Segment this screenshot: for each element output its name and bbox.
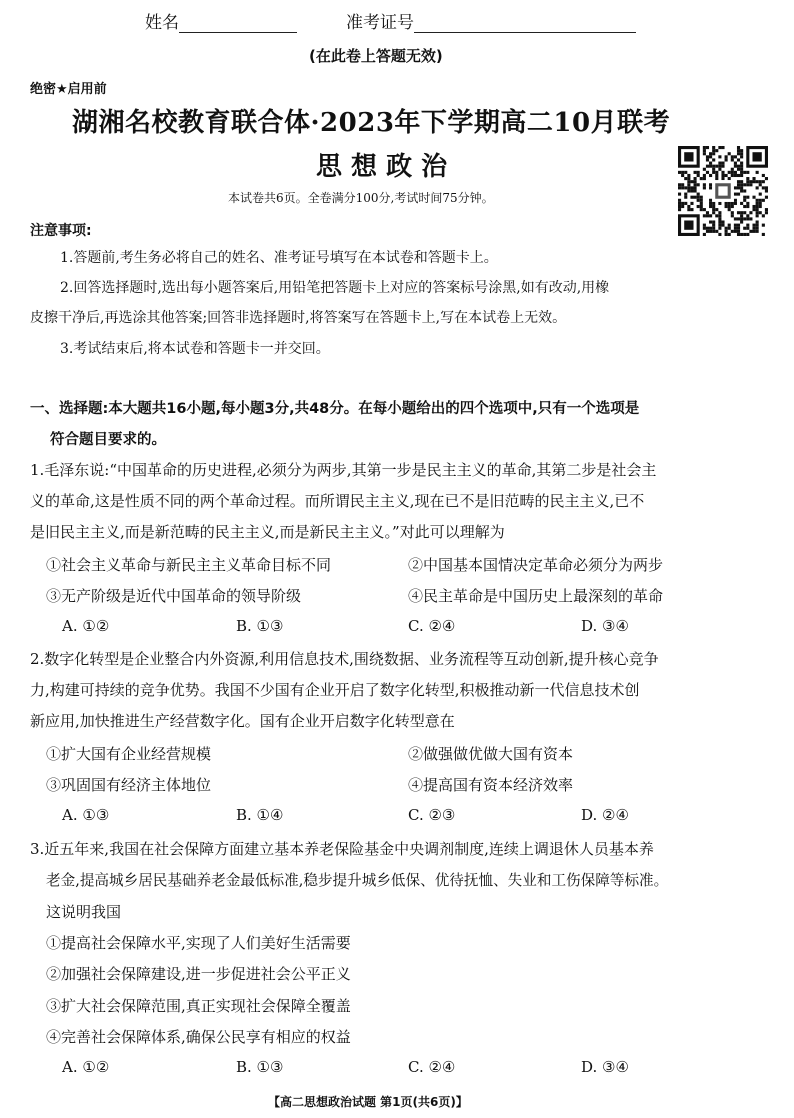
section-heading-line-2: 符合题目要求的。	[50, 432, 166, 448]
exam-title: 湖湘名校教育联合体·2023年下学期高二10月联考	[72, 108, 671, 138]
q1-option-c: C. ②④	[408, 617, 456, 635]
q3-statement-1: ①提高社会保障水平,实现了人们美好生活需要	[46, 934, 351, 952]
q2-stem-line-3: 新应用,加快推进生产经营数字化。国有企业开启数字化转型意在	[30, 712, 455, 730]
q2-option-d: D. ②④	[581, 806, 629, 824]
exam-id-blank	[414, 14, 636, 33]
invalid-notice: (在此卷上答题无效)	[309, 47, 443, 65]
q2-statement-2: ②做强做优做大国有资本	[408, 745, 574, 763]
name-field	[145, 8, 297, 33]
notes-heading: 注意事项:	[30, 223, 92, 239]
q3-option-c: C. ②④	[408, 1058, 456, 1076]
secret-mark: 绝密★启用前	[30, 82, 107, 97]
q3-option-d: D. ③④	[581, 1058, 629, 1076]
q3-stem-line-2: 老金,提高城乡居民基础养老金最低标准,稳步提升城乡低保、优待抚恤、失业和工伤保障等标准。	[46, 872, 669, 889]
q2-statement-3: ③巩固国有经济主体地位	[46, 776, 212, 794]
q2-statement-1: ①扩大国有企业经营规模	[46, 745, 212, 763]
exam-info: 本试卷共6页。全卷满分100分,考试时间75分钟。	[228, 191, 494, 205]
q1-statement-2: ②中国基本国情决定革命必须分为两步	[408, 556, 664, 574]
note-2-line-2: 皮擦干净后,再选涂其他答案;回答非选择题时,将答案写在答题卡上,写在本试卷上无效。	[30, 310, 567, 326]
q3-option-a: A. ①②	[62, 1058, 110, 1076]
q1-statement-4: ④民主革命是中国历史上最深刻的革命	[408, 587, 664, 605]
subject-title: 思 想 政 治	[316, 152, 448, 182]
q3-statement-2: ②加强社会保障建设,进一步促进社会公平正义	[46, 965, 351, 983]
exam-id-field	[346, 8, 636, 33]
q2-option-a: A. ①③	[62, 806, 110, 824]
q3-statement-4: ④完善社会保障体系,确保公民享有相应的权益	[46, 1028, 351, 1046]
note-2-line-1: 2.回答选择题时,选出每小题答案后,用铅笔把答题卡上对应的答案标号涂黑,如有改动,用橡	[60, 280, 610, 296]
q2-option-c: C. ②③	[408, 806, 456, 824]
q1-statement-1: ①社会主义革命与新民主主义革命目标不同	[46, 556, 332, 574]
q1-option-b: B. ①③	[236, 617, 284, 635]
note-3: 3.考试结束后,将本试卷和答题卡一并交回。	[60, 341, 330, 357]
q3-statement-3: ③扩大社会保障范围,真正实现社会保障全覆盖	[46, 997, 351, 1015]
q3-stem-line-3: 这说明我国	[46, 903, 122, 921]
q2-statement-4: ④提高国有资本经济效率	[408, 776, 574, 794]
section-heading-line-1: 一、选择题:本大题共16小题,每小题3分,共48分。在每小题给出的四个选项中,只有一个选项是	[30, 401, 640, 417]
q2-option-b: B. ①④	[236, 806, 284, 824]
q1-stem-line-1: 1.毛泽东说:“中国革命的历史进程,必须分为两步,其第一步是民主主义的革命,其第二步是社会主	[30, 461, 657, 479]
q3-option-b: B. ①③	[236, 1058, 284, 1076]
name-label: 姓名	[145, 13, 179, 33]
q1-option-a: A. ①②	[62, 617, 110, 635]
name-blank	[179, 14, 297, 33]
q3-stem-line-1: 3.近五年来,我国在社会保障方面建立基本养老保险基金中央调剂制度,连续上调退休人员基本养	[30, 840, 654, 858]
q1-statement-3: ③无产阶级是近代中国革命的领导阶级	[46, 587, 302, 605]
q2-stem-line-1: 2.数字化转型是企业整合内外资源,利用信息技术,围绕数据、业务流程等互动创新,提升核心竞争	[30, 650, 659, 668]
qr-code-icon	[678, 146, 768, 236]
q2-stem-line-2: 力,构建可持续的竞争优势。我国不少国有企业开启了数字化转型,积极推动新一代信息技术创	[30, 681, 640, 699]
q1-stem-line-2: 义的革命,这是性质不同的两个革命过程。而所谓民主主义,现在已不是旧范畴的民主主义,已不	[30, 492, 645, 510]
q1-option-d: D. ③④	[581, 617, 629, 635]
note-1: 1.答题前,考生务必将自己的姓名、准考证号填写在本试卷和答题卡上。	[60, 250, 498, 266]
exam-id-label: 准考证号	[346, 13, 414, 33]
q1-stem-line-3: 是旧民主主义,而是新范畴的民主主义,而是新民主主义。”对此可以理解为	[30, 523, 505, 541]
page-footer: 【高二思想政治试题 第1页(共6页)】	[268, 1095, 468, 1109]
